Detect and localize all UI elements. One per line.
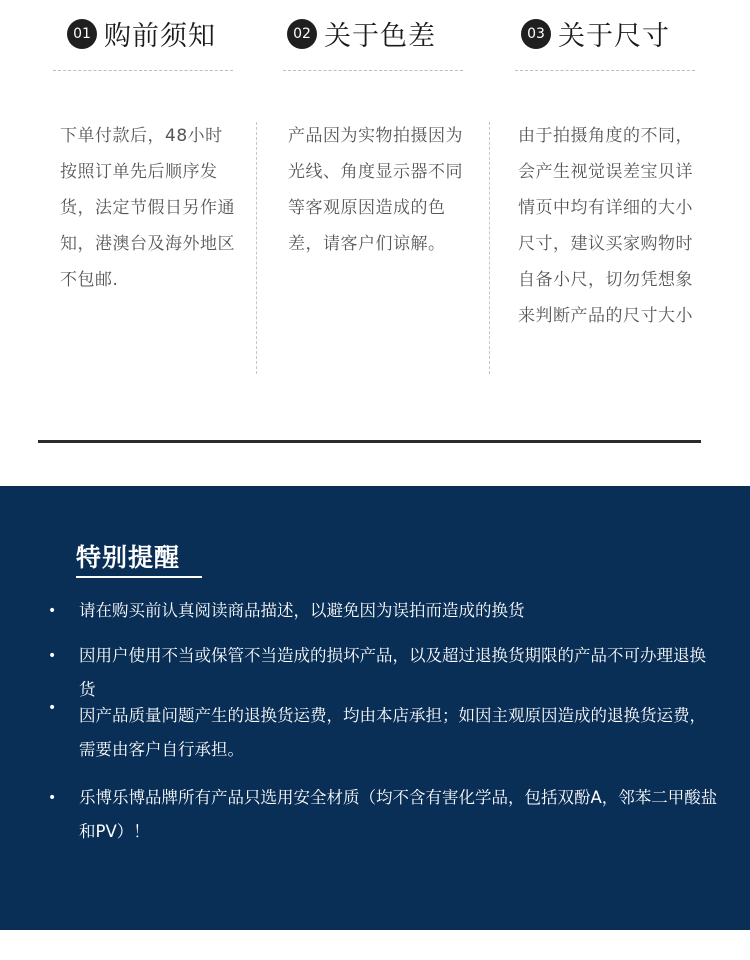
list-item: [48, 699, 718, 781]
bullet-icon: •: [48, 648, 57, 664]
section-header-size: [521, 14, 670, 53]
purchase-notice-text: 下单付款后，48小时按照订单先后顺序发货，法定节假日另作通知，港澳台及海外地区不包邮.: [60, 126, 235, 290]
notice-title: 特别提醒: [76, 543, 181, 572]
dashed-divider: [53, 70, 233, 71]
section-title: 购前须知: [104, 21, 216, 52]
dashed-divider: [283, 70, 463, 71]
list-item: [48, 639, 718, 699]
bullet-icon: •: [48, 700, 57, 716]
notice-list: [48, 594, 718, 849]
title-underline: [76, 576, 202, 578]
section-title: 关于尺寸: [558, 21, 670, 52]
bullet-icon: •: [48, 790, 57, 806]
bullet-icon: •: [48, 603, 57, 619]
bottom-margin: [0, 930, 750, 960]
size-text: 由于拍摄角度的不同，会产生视觉误差宝贝详情页中均有详细的大小尺寸，建议买家购物时自备小尺，切勿凭想象来判断产品的尺寸大小: [518, 126, 693, 326]
notice-item-text: 请在购买前认真阅读商品描述，以避免因为误拍而造成的换货: [79, 601, 525, 620]
section-title: 关于色差: [324, 21, 436, 52]
section-header-purchase-notice: [67, 14, 216, 53]
list-item: [48, 781, 718, 849]
column-separator: [489, 122, 490, 374]
list-item: [48, 594, 718, 639]
horizontal-rule: [38, 440, 701, 443]
notice-item-text: 乐博乐博品牌所有产品只选用安全材质（均不含有害化学品，包括双酚A，邻苯二甲酸盐和PV）！: [79, 788, 718, 841]
section-header-color-difference: [287, 14, 436, 53]
column-separator: [256, 122, 257, 374]
color-difference-text: 产品因为实物拍摄因为光线、角度显示器不同等客观原因造成的色差，请客户们谅解。: [288, 126, 463, 254]
step-number-badge: 01: [67, 19, 97, 49]
dashed-divider: [515, 70, 695, 71]
step-number-badge: 02: [287, 19, 317, 49]
step-number-badge: 03: [521, 19, 551, 49]
special-notice-panel: [0, 486, 750, 930]
notice-item-text: 因用户使用不当或保管不当造成的损坏产品，以及超过退换货期限的产品不可办理退换货: [79, 646, 706, 699]
notice-item-text: 因产品质量问题产生的退换货运费，均由本店承担；如因主观原因造成的退换货运费，需要由客户自行承担。: [79, 706, 706, 759]
